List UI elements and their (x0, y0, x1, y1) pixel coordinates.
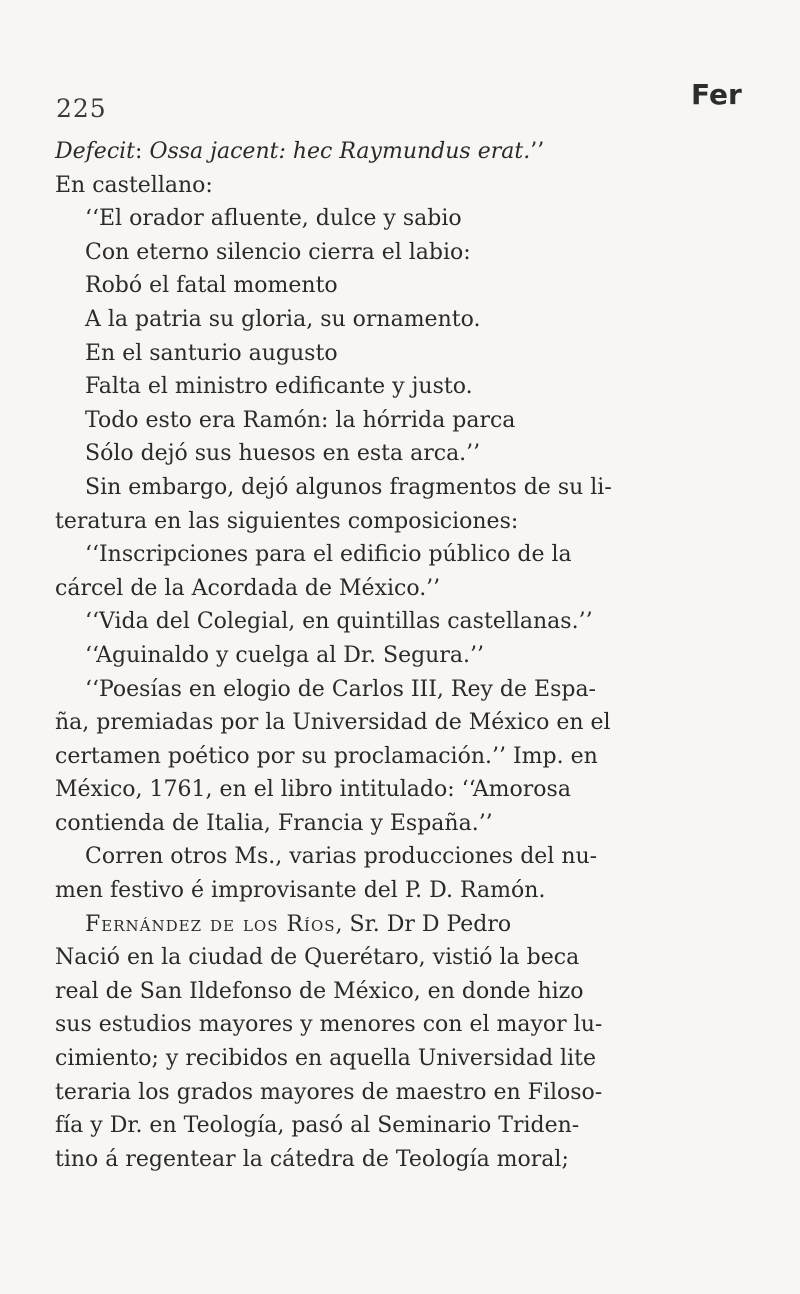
text-line-9: Todo esto era Ramón: la hórrida parca (85, 407, 516, 433)
running-head: Fer (691, 78, 742, 111)
text-line-15: ‘‘Vida del Colegial, en quintillas castellanas.’’ (85, 609, 593, 635)
text-line-21: contienda de Italia, Francia y España.’’ (55, 810, 493, 836)
text-segment: ’’ (530, 139, 545, 164)
text-line-19: certamen poético por su proclamación.’’ Imp. en (55, 743, 598, 769)
text-segment: , Sr. Dr D Pedro (335, 911, 512, 937)
text-line-6: A la patria su gloria, su ornamento. (85, 306, 481, 332)
text-line-28: cimiento; y recibidos en aquella Universidad lite (55, 1046, 596, 1072)
text-line-2: En castellano: (55, 172, 213, 198)
body-text (55, 135, 755, 1176)
text-line-11: Sin embargo, dejó algunos fragmentos de su li- (85, 474, 612, 500)
text-line-27: sus estudios mayores y menores con el mayor lu- (55, 1012, 603, 1038)
text-line-29: teraria los grados mayores de maestro en Filoso- (55, 1079, 603, 1105)
text-line-12: teratura en las siguientes composiciones: (55, 508, 519, 534)
text-line-3: ‘‘El orador afluente, dulce y sabio (85, 206, 462, 232)
text-line-17: ‘‘Poesías en elogio de Carlos III, Rey de Espa- (85, 676, 596, 702)
text-line-4: Con eterno silencio cierra el labio: (85, 239, 471, 265)
text-line-14: cárcel de la Acordada de México.’’ (55, 575, 441, 601)
text-line-5: Robó el fatal momento (85, 273, 338, 299)
text-segment: Ossa jacent: hec Raymundus erat. (149, 139, 531, 164)
text-line-13: ‘‘Inscripciones para el edificio público de la (85, 542, 572, 568)
text-line-24 (55, 908, 755, 942)
text-line-26: real de San Ildefonso de México, en donde hizo (55, 978, 584, 1004)
text-line-10: Sólo dejó sus huesos en esta arca.’’ (85, 441, 481, 467)
text-line-31: tino á regentear la cátedra de Teología moral; (55, 1146, 569, 1172)
text-line-8: Falta el ministro edificante y justo. (85, 374, 473, 400)
text-line-20: México, 1761, en el libro intitulado: ‘‘Amorosa (55, 777, 571, 803)
text-segment: Fernández de los Ríos (85, 911, 336, 937)
text-line-18: ña, premiadas por la Universidad de México en el (55, 710, 611, 736)
text-segment: Defecit (55, 139, 136, 164)
text-line-22: Corren otros Ms., varias producciones del nu- (85, 844, 598, 870)
text-line-25: Nació en la ciudad de Querétaro, vistió la beca (55, 945, 580, 971)
text-line-7: En el santurio augusto (85, 340, 338, 366)
text-line-23: men festivo é improvisante del P. D. Ramón. (55, 878, 546, 904)
text-line-16: ‘‘Aguinaldo y cuelga al Dr. Segura.’’ (85, 642, 484, 668)
text-line-30: fía y Dr. en Teología, pasó al Seminario Triden- (55, 1113, 580, 1139)
text-segment: : (135, 139, 150, 164)
page-number: 225 (56, 94, 107, 123)
text-line-1 (55, 135, 755, 169)
